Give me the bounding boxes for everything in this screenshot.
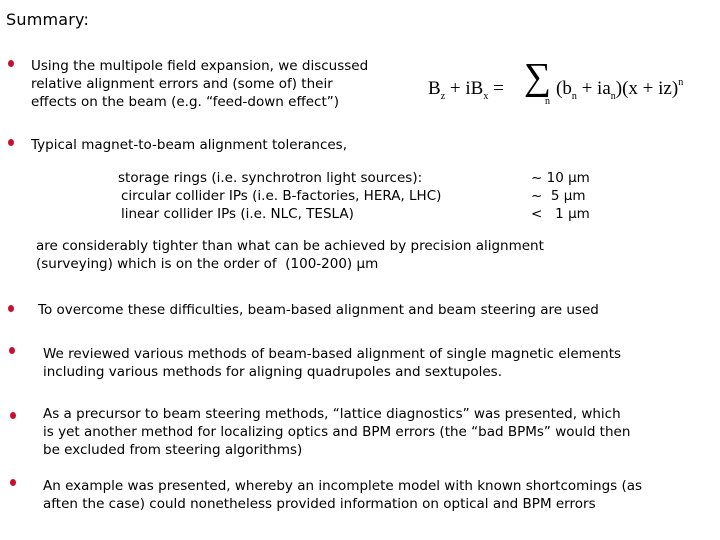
formula-rest: )(x + iz) (615, 78, 679, 99)
formula-sigma-sub: n (545, 96, 550, 107)
bullet-4-line-2: including various methods for aligning quadrupoles and sextupoles. (43, 364, 502, 380)
bullet-5-line-2: is yet another method for localizing optics and BPM errors (the “bad BPMs” would then (43, 424, 631, 440)
formula-b: B (428, 78, 441, 99)
bullet-6-line-1: An example was presented, whereby an incomplete model with known shortcomings (as (43, 478, 643, 494)
bullet-1-line-1: Using the multipole field expansion, we discussed (31, 58, 369, 74)
bullet-4-line-1: We reviewed various methods of beam-based alignment of single magnetic elements (43, 346, 622, 362)
bullet-marker-6 (10, 479, 16, 486)
bullet-marker-3 (8, 305, 14, 312)
tolerance-label-2: circular collider IPs (i.e. B-factories, HERA, LHC) (121, 188, 442, 204)
bullet-marker-5 (10, 412, 16, 419)
formula-open-b: (b (556, 78, 572, 99)
tolerance-label-3: linear collider IPs (i.e. NLC, TESLA) (121, 206, 354, 222)
formula-equals: = (488, 78, 504, 99)
formula-sigma: ∑ (524, 56, 552, 98)
bullet-marker-4 (9, 347, 15, 354)
bullet-2-text: Typical magnet-to-beam alignment tolerances, (31, 137, 348, 153)
bullet-5-line-1: As a precursor to beam steering methods, “lattice diagnostics” was presented, which (43, 406, 621, 422)
bullet-5-line-3: be excluded from steering algorithms) (43, 442, 303, 458)
tolerance-value-3: < 1 μm (531, 206, 590, 222)
bullet-marker-1 (8, 60, 14, 67)
multipole-formula (428, 56, 718, 110)
formula-a-sub: n (610, 91, 616, 102)
formula-sub-z: z (440, 91, 446, 102)
tolerance-label-1: storage rings (i.e. synchrotron light sources): (118, 170, 423, 186)
tolerance-value-1: ~ 10 μm (531, 170, 590, 186)
bullet-3-text: To overcome these difficulties, beam-based alignment and beam steering are used (38, 302, 599, 318)
bullet-marker-2 (8, 139, 14, 146)
tolerance-value-2: ~ 5 μm (531, 188, 586, 204)
slide-title: Summary: (6, 10, 90, 29)
bullet-1-line-2: relative alignment errors and (some of) their (31, 76, 333, 92)
formula-plus-ib: + iB (445, 78, 484, 99)
formula-sub-x: x (483, 91, 489, 102)
tighter-line-2: (surveying) which is on the order of (100-200) μm (36, 256, 379, 272)
bullet-6-line-2: aften the case) could nonetheless provided information on optical and BPM errors (43, 496, 596, 512)
formula-b-sub: n (571, 91, 577, 102)
formula-sup: n (678, 77, 684, 88)
bullet-1-line-3: effects on the beam (e.g. “feed-down effect”) (31, 94, 340, 110)
tighter-line-1: are considerably tighter than what can be achieved by precision alignment (36, 238, 544, 254)
formula-plus-ia: + ia (576, 78, 611, 99)
